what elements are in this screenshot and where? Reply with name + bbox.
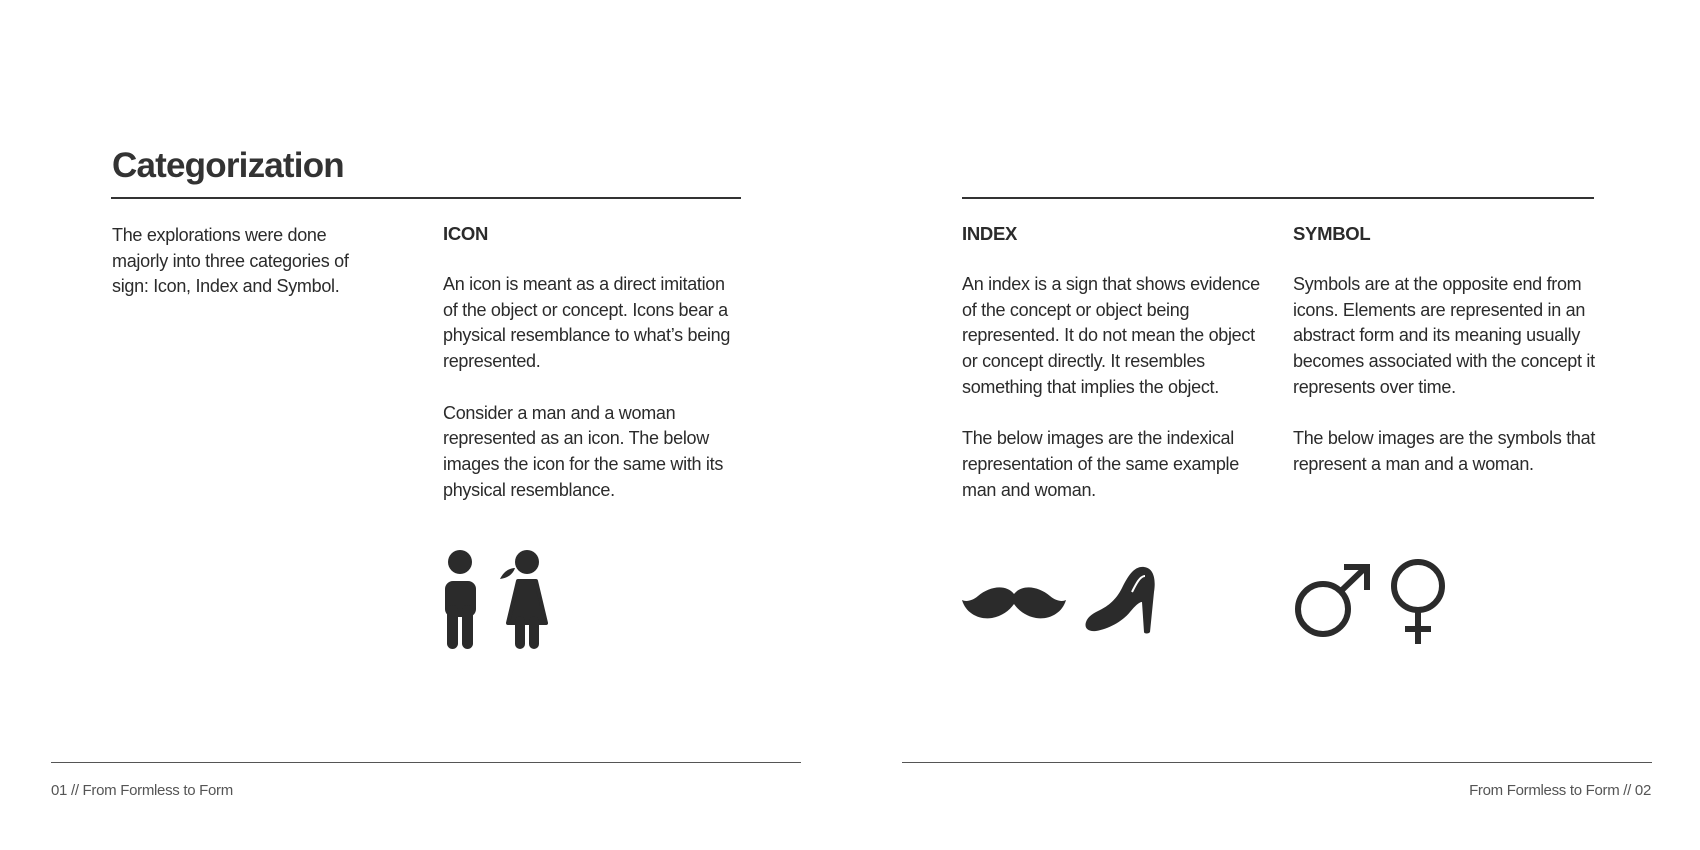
woman-figure-icon [498,550,550,650]
female-symbol-icon [1388,558,1448,644]
intro-paragraph: The explorations were done majorly into three categories of sign: Icon, Index and Symbol. [112,225,349,297]
icon-section [443,223,743,503]
footer-rule-left [51,762,801,763]
index-paragraph-1: An index is a sign that shows evidence of the concept or object being represented. It do not mean the object or concept directly. It resembles something that implies the object. [962,274,1260,397]
index-heading: INDEX [962,223,1018,244]
icon-body [443,272,743,503]
icon-paragraph-1: An icon is meant as a direct imitation of the object or concept. Icons bear a physical resemblance to what’s being represented. [443,274,731,372]
symbol-section [1293,223,1598,478]
mustache-icon [962,580,1066,628]
icon-heading: ICON [443,223,489,244]
footer-left: 01 // From Formless to Form [51,782,233,799]
man-figure-icon [443,550,479,650]
right-top-rule [962,197,1594,199]
title-rule [111,197,741,199]
index-section [962,223,1272,503]
index-paragraph-2: The below images are the indexical representation of the same example man and woman. [962,428,1239,500]
footer-right: From Formless to Form // 02 [1469,782,1651,799]
footer-rule-right [902,762,1652,763]
intro-text [112,223,372,300]
male-symbol-icon [1294,562,1372,640]
symbol-paragraph-2: The below images are the symbols that represent a man and a woman. [1293,428,1596,474]
index-body [962,272,1272,503]
icon-paragraph-2: Consider a man and a woman represented as an icon. The below images the icon for the same with its physical resemblance. [443,402,724,500]
symbol-paragraph-1: Symbols are at the opposite end from icons. Elements are represented in an abstract form and its meaning usually becomes associated with the concept it represents over time. [1293,274,1595,397]
page-title: Categorization [112,146,344,185]
symbol-heading: SYMBOL [1293,223,1371,244]
symbol-body [1293,272,1598,478]
high-heel-icon [1082,562,1162,634]
